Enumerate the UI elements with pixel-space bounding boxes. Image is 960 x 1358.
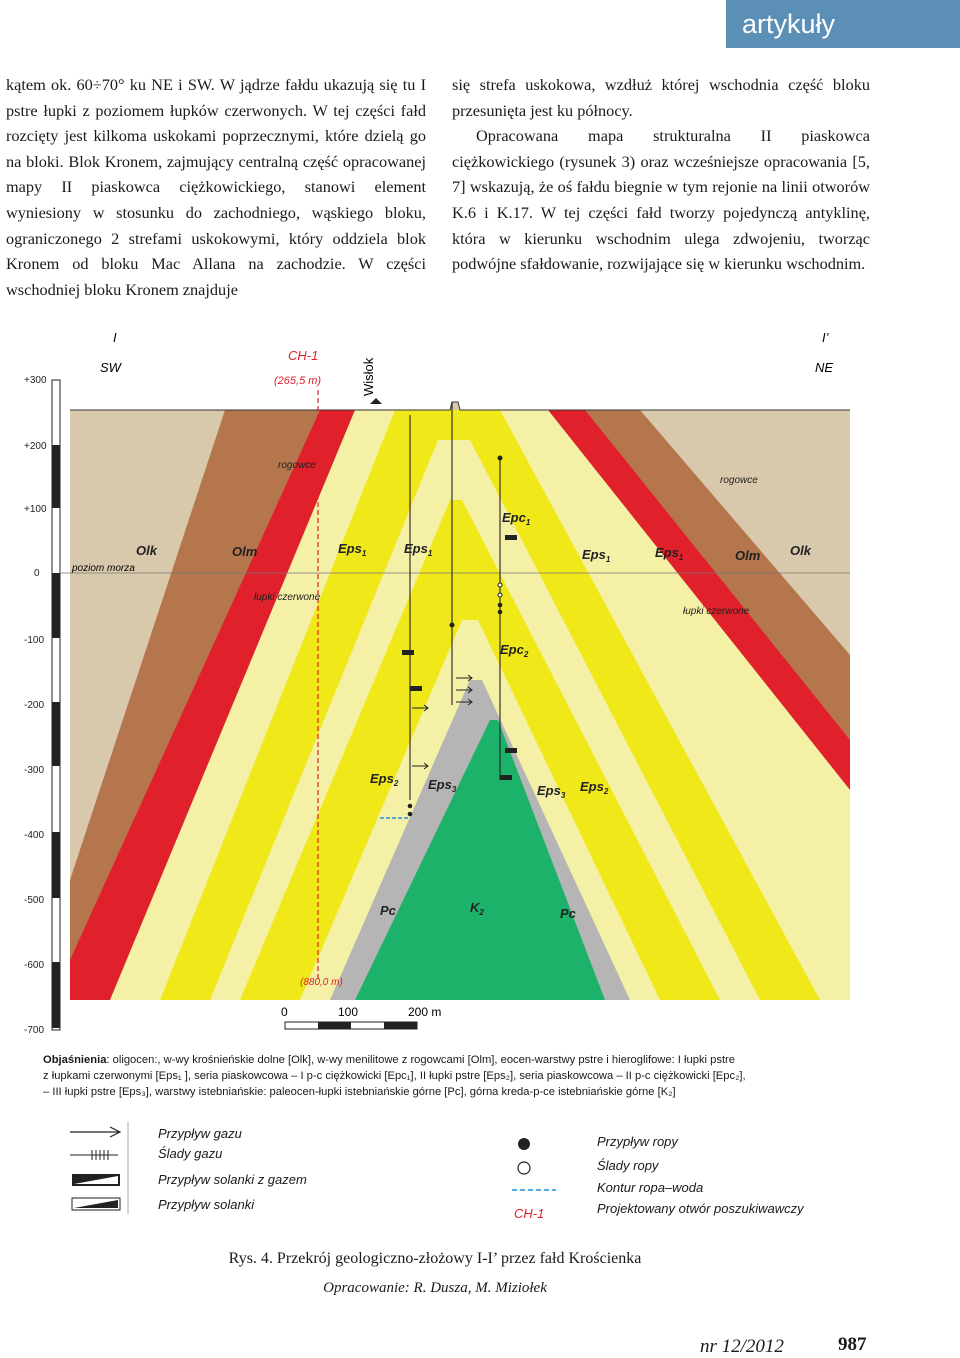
eps3-label: Eps$_3$ xyxy=(537,783,566,800)
river-arrow-icon xyxy=(370,398,382,404)
epc1-label: Epc$_1$ xyxy=(502,510,531,527)
oil-inflow-icon xyxy=(518,1138,530,1150)
legend-oil-traces: Ślady ropy xyxy=(597,1158,659,1173)
scale-zero: 0 xyxy=(281,1005,288,1019)
right-paragraph-1: się strefa uskokowa, wzdłuż której wschodnia część bloku przesunięta jest ku północy. xyxy=(452,75,870,120)
eps1-label: Eps$_1$ xyxy=(582,547,611,564)
depth-tick: -700 xyxy=(24,1025,45,1036)
section-label: artykuły xyxy=(742,9,836,39)
direction-ne: NE xyxy=(815,360,834,375)
lupki-label: łupki czerwone xyxy=(683,606,750,617)
brine-with-gas-icon xyxy=(72,1174,120,1186)
depth-tick: +100 xyxy=(24,504,47,515)
pc-label: Pc xyxy=(560,906,576,921)
scale-bar xyxy=(281,1005,441,1029)
epc2-label: Epc$_2$ xyxy=(500,642,529,659)
lupki-label: łupki czerwone xyxy=(254,592,321,603)
depth-tick: -400 xyxy=(24,830,45,841)
legend-gas-traces: Ślady gazu xyxy=(158,1146,223,1161)
legend-brine-inflow: Przypływ solanki xyxy=(158,1197,255,1212)
ground-surface xyxy=(70,402,850,410)
right-text-column xyxy=(452,72,870,277)
direction-sw: SW xyxy=(100,360,121,375)
legend-oil-inflow: Przypływ ropy xyxy=(597,1134,678,1149)
depth-tick: +300 xyxy=(24,375,47,386)
legend-brine-with-gas: Przypływ solanki z gazem xyxy=(158,1172,307,1187)
issue-number: nr 12/2012 xyxy=(700,1336,784,1357)
right-paragraph-2: Opracowana mapa strukturalna II piaskowca ciężkowickiego (rysunek 3) oraz wcześniejsze opracowania [5, 7] wskazują, że oś fałdu biegnie w tym rejonie na linii otworów K.6 i K.17. W tej części fałd tworzy pojedynczą antyklinę, która w kierunku wschodnim ulega zdwojeniu, tworząc podwójne sfałdowanie, rozwijające się w kierunku wschodnim. xyxy=(452,126,870,274)
k2-label: $K_2$ xyxy=(470,900,484,917)
figure-credit: Opracowanie: R. Dusza, M. Miziołek xyxy=(323,1280,547,1296)
brine-inflow-icon xyxy=(72,1198,120,1210)
gas-traces-icon xyxy=(70,1150,118,1160)
legend-title: Objaśnienia xyxy=(43,1054,107,1066)
eps2-label: Eps$_2$ xyxy=(580,779,609,796)
eps2-label: Eps$_2$ xyxy=(370,771,399,788)
section-tab xyxy=(726,0,960,48)
legend-explanation xyxy=(43,1052,903,1100)
left-paragraph: kątem ok. 60÷70° ku NE i SW. W jądrze fałdu ukazują się tu I pstre łupki z poziomem łupków czerwonych. W tej części fałd rozcięty jest kilkoma uskokami poprzecznymi, które dzielą go na bloki. Blok Kronem, zajmujący centralną część opracowanej mapy II piaskowca ciężkowickiego, stanowi element wyniesiony w stosunku do zachodniego, wąskiego bloku, ograniczonego 2 strefami uskokowymi, który oddziela blok Kronem od bloku Mac Allana na zachodzie. W części wschodniej bloku Kronem znajduje xyxy=(6,75,426,299)
legend-line-1: : oligocen:, w-wy krośnieńskie dolne [Olk], w-wy menilitowe z rogowcami [Olm], eocen-warstwy pstre i hieroglifowe: I łupki pstre xyxy=(106,1054,736,1066)
left-text-column xyxy=(6,72,426,302)
olm-label: Olm xyxy=(232,544,258,559)
scale-end: 200 m xyxy=(408,1005,442,1019)
profile-start: I xyxy=(113,330,117,345)
depth-tick-labels xyxy=(24,375,47,1036)
symbol-legend xyxy=(0,1118,960,1228)
well-symbol: CH-1 xyxy=(514,1206,545,1221)
depth-tick: -100 xyxy=(24,635,45,646)
depth-tick: +200 xyxy=(24,441,47,452)
eps1-label: Eps$_1$ xyxy=(404,541,433,558)
eps3-label: Eps$_3$ xyxy=(428,777,457,794)
eps1-label: Eps$_1$ xyxy=(338,541,367,558)
legend-gas-inflow: Przypływ gazu xyxy=(158,1126,242,1141)
rogowce-label: rogowce xyxy=(720,475,758,486)
olm-label: Olm xyxy=(735,548,761,563)
geological-cross-section xyxy=(0,318,960,1048)
depth-tick: -600 xyxy=(24,960,45,971)
profile-end: I’ xyxy=(822,330,829,345)
depth-tick: -300 xyxy=(24,765,45,776)
rogowce-label: rogowce xyxy=(278,460,316,471)
oil-traces-icon xyxy=(518,1162,530,1174)
eps1-label: Eps$_1$ xyxy=(655,545,684,562)
well-name: CH-1 xyxy=(288,348,319,363)
well-elevation: (265,5 m) xyxy=(274,375,322,387)
well-depth: (880,0 m) xyxy=(300,977,343,988)
depth-tick: -200 xyxy=(24,700,45,711)
pc-label: Pc xyxy=(380,903,396,918)
legend-line-3: – III łupki pstre [Eps₃], warstwy istebniańskie: paleocen-łupki istebniańskie górne [Pc], górna kreda-p-ce istebniańskie górne [K₂] xyxy=(43,1086,676,1098)
olk-label: Olk xyxy=(136,543,157,558)
legend-oil-water: Kontur ropa–woda xyxy=(597,1180,704,1195)
depth-axis xyxy=(52,380,60,1030)
gas-inflow-icon xyxy=(70,1127,120,1137)
depth-tick: -500 xyxy=(24,895,45,906)
river-label: Wisłok xyxy=(361,357,376,396)
figure-caption: Rys. 4. Przekrój geologiczno-złożowy I-I’ przez fałd Krościenka xyxy=(228,1250,642,1267)
page-number: 987 xyxy=(838,1334,867,1355)
strata xyxy=(60,400,860,1020)
legend-projected-well: Projektowany otwór poszukiwawczy xyxy=(597,1201,804,1216)
scale-mid: 100 xyxy=(338,1005,359,1019)
sea-level-label: poziom morza xyxy=(72,563,135,574)
legend-line-2: z łupkami czerwonymi [Eps₁ ], seria piaskowcowa – I p-c ciężkowicki [Epc₁], II łupki pstre [Eps₂], seria piaskowcowa – II p-c ciężkowicki [Epc₂], xyxy=(43,1070,746,1082)
depth-tick: 0 xyxy=(34,568,40,579)
olk-label: Olk xyxy=(790,543,811,558)
